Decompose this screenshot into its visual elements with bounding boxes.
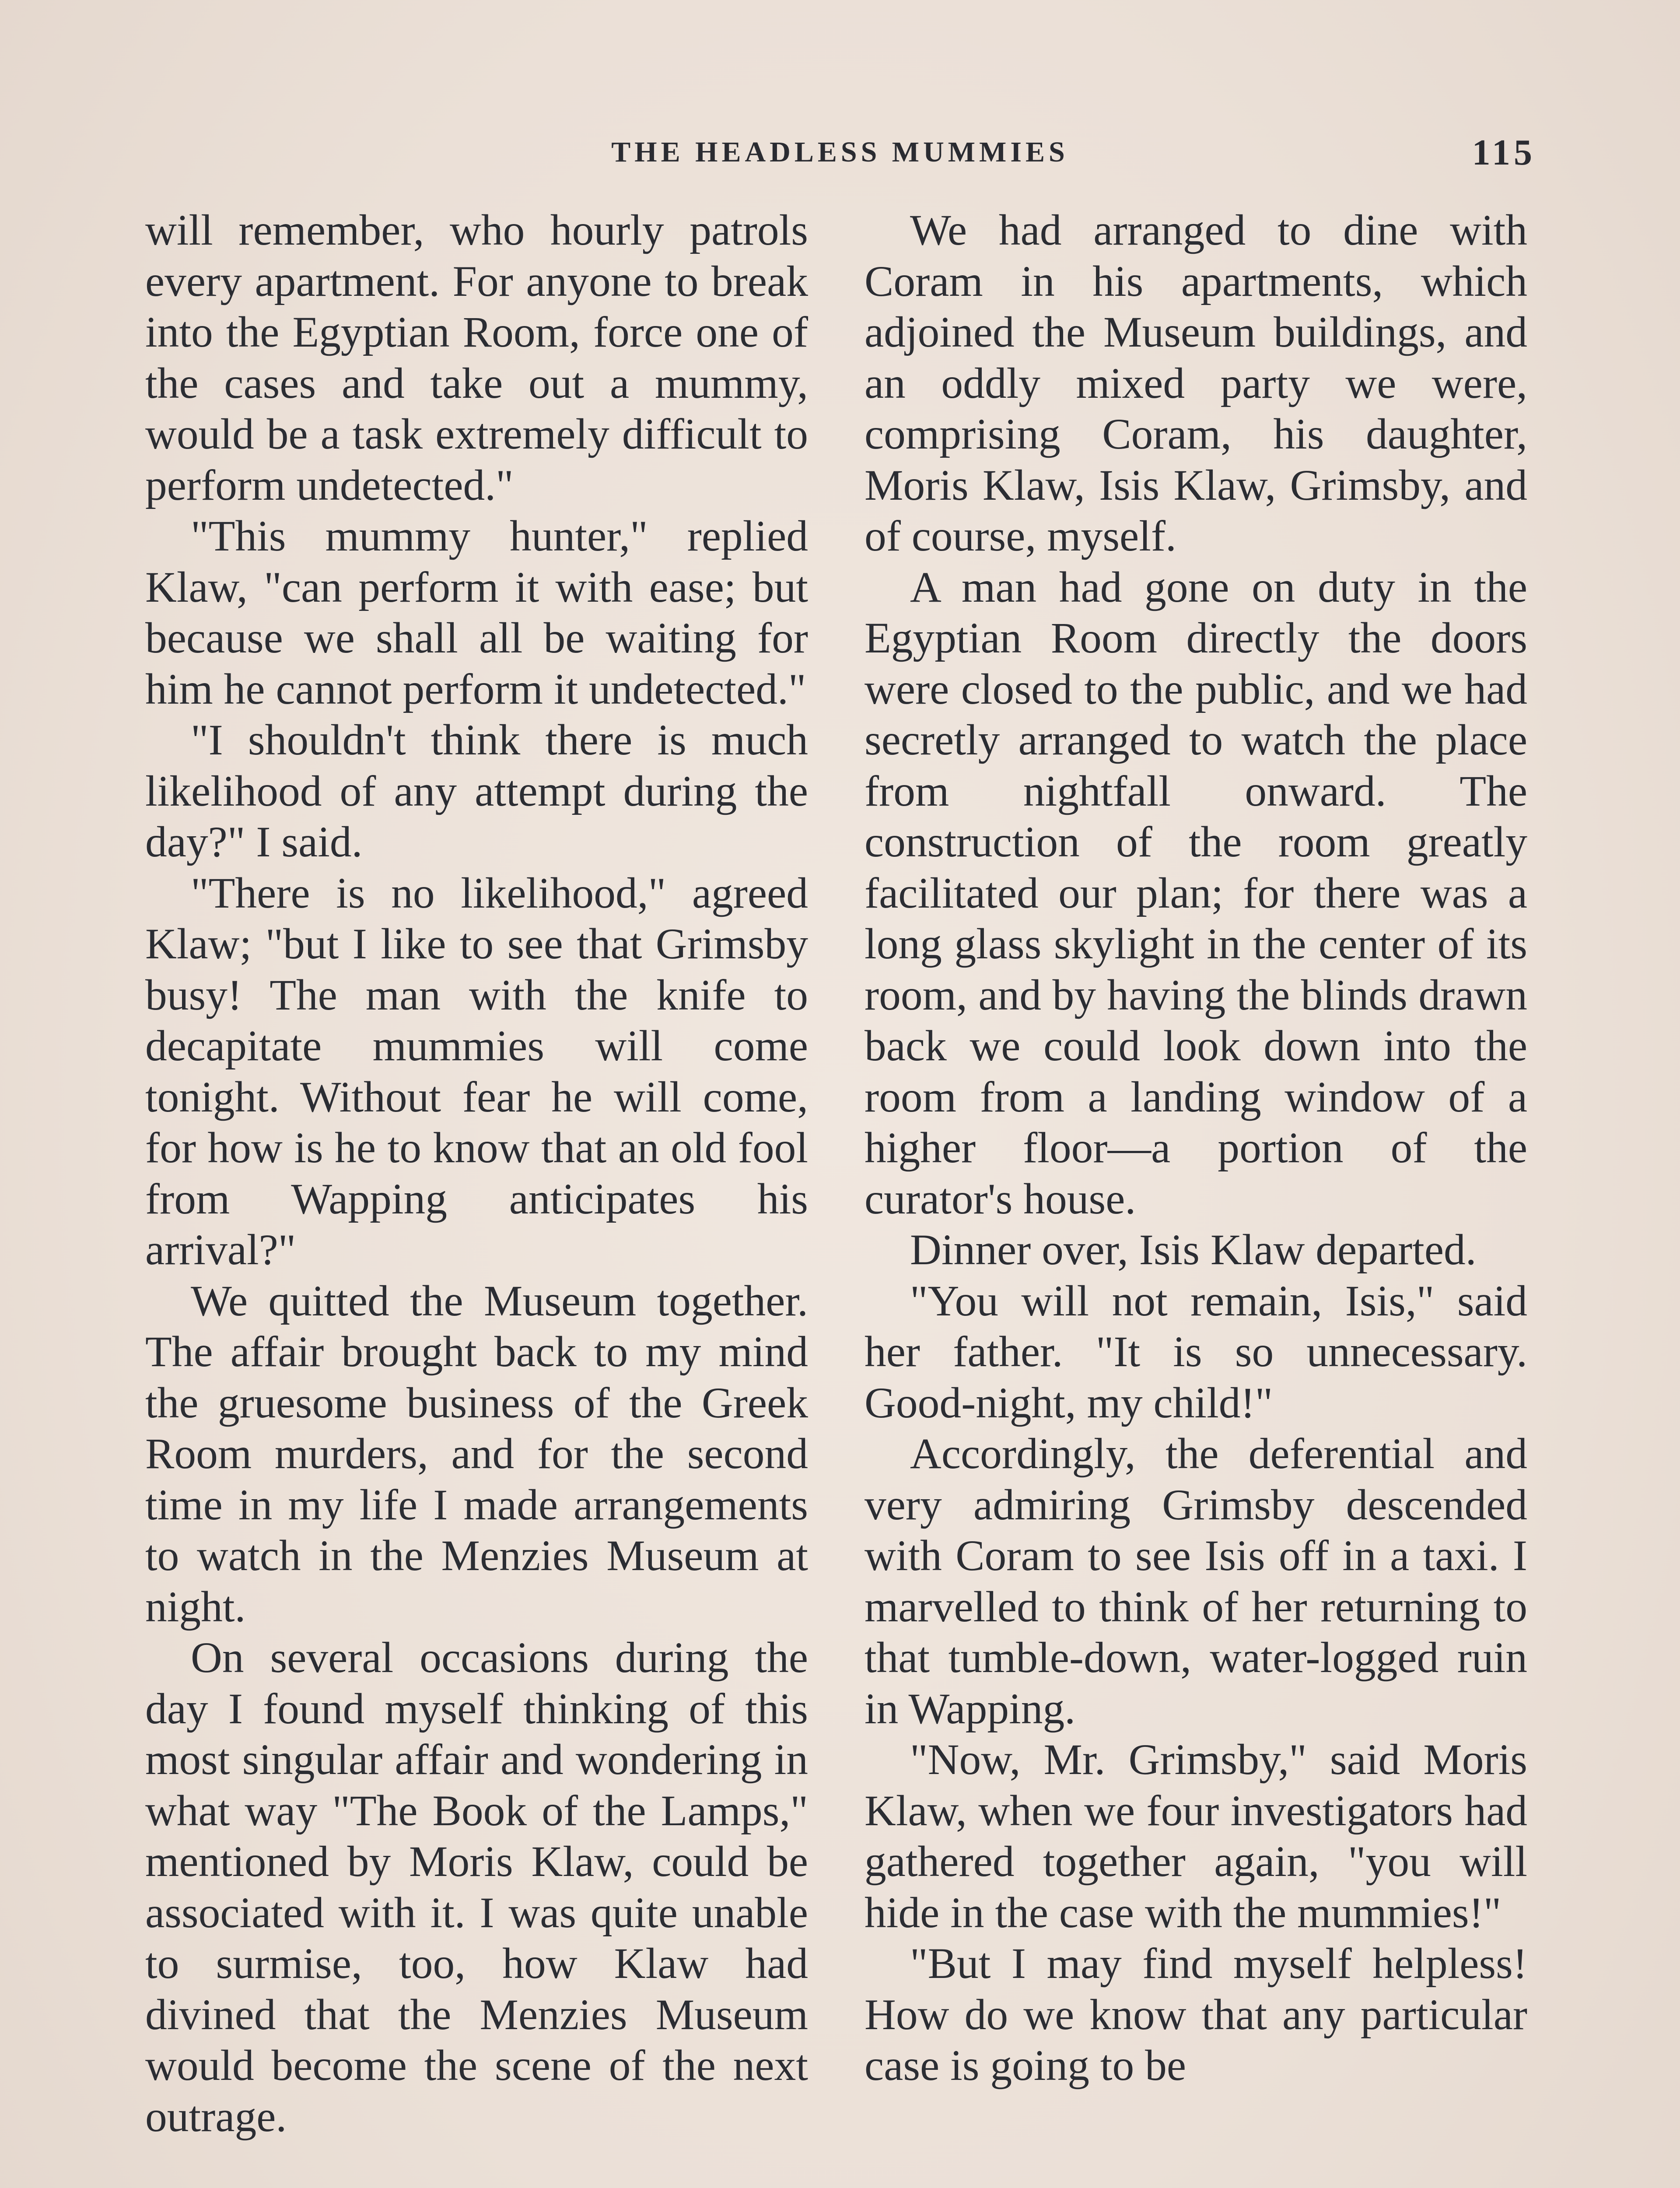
paragraph: On several occasions during the day I found myself thinking of this most singular affair and wondering in what way "The Book of the Lamps," mentioned by Moris Klaw, could be associated with it. I was quite unable to surmise, too, how Klaw had divined that the Menzies Museum would become the scene of the next outrage.: [145, 1633, 808, 2141]
paragraph: We had arranged to dine with Coram in his apartments, which adjoined the Museum buildings, and an oddly mixed party we were, comprising Coram, his daughter, Moris Klaw, Isis Klaw, Grimsby, and of course, myself.: [864, 206, 1527, 560]
right-column: [864, 205, 1527, 2091]
paragraph: Accordingly, the deferential and very admiring Grimsby descended with Coram to see Isis off in a taxi. I marvelled to think of her returning to that tumble-down, water-logged ruin in Wapping.: [864, 1429, 1527, 1733]
running-head: THE HEADLESS MUMMIES: [611, 136, 1069, 168]
paragraph: "You will not remain, Isis," said her father. "It is so unnecessary. Good-night, my child!": [864, 1276, 1527, 1427]
paragraph: "This mummy hunter," replied Klaw, "can perform it with ease; but because we shall all be waiting for him he cannot perform it undetected.": [145, 512, 808, 713]
page-header: [144, 131, 1536, 179]
paragraph: will remember, who hourly patrols every apartment. For anyone to break into the Egyptian Room, force one of the cases and take out a mummy, would be a task extremely difficult to perform undetected.": [145, 206, 808, 509]
paragraph: "But I may find myself helpless! How do we know that any particular case is going to be: [864, 1939, 1527, 2090]
paragraph: A man had gone on duty in the Egyptian Room directly the doors were closed to the public, and we had secretly arranged to watch the place from nightfall onward. The construction of the room greatly facilitated our plan; for there was a long glass skylight in the center of its room, and by having the blinds drawn back we could look down into the room from a landing window of a higher floor—a portion of the curator's house.: [864, 562, 1527, 1223]
paragraph: "I shouldn't think there is much likelihood of any attempt during the day?" I said.: [145, 715, 808, 866]
paragraph: "Now, Mr. Grimsby," said Moris Klaw, when we four investigators had gathered together again, "you will hide in the case with the mummies!": [864, 1735, 1527, 1937]
paragraph: "There is no likelihood," agreed Klaw; "but I like to see that Grimsby busy! The man with the knife to decapitate mummies will come tonight. Without fear he will come, for how is he to know that an old fool from Wapping anticipates his arrival?": [145, 868, 808, 1274]
paragraph: We quitted the Museum together. The affair brought back to my mind the gruesome business of the Greek Room murders, and for the second time in my life I made arrangements to watch in the Menzies Museum at night.: [145, 1276, 808, 1631]
page-number: 115: [1472, 132, 1536, 173]
paragraph: Dinner over, Isis Klaw departed.: [910, 1225, 1477, 1274]
left-column: [145, 205, 808, 2142]
